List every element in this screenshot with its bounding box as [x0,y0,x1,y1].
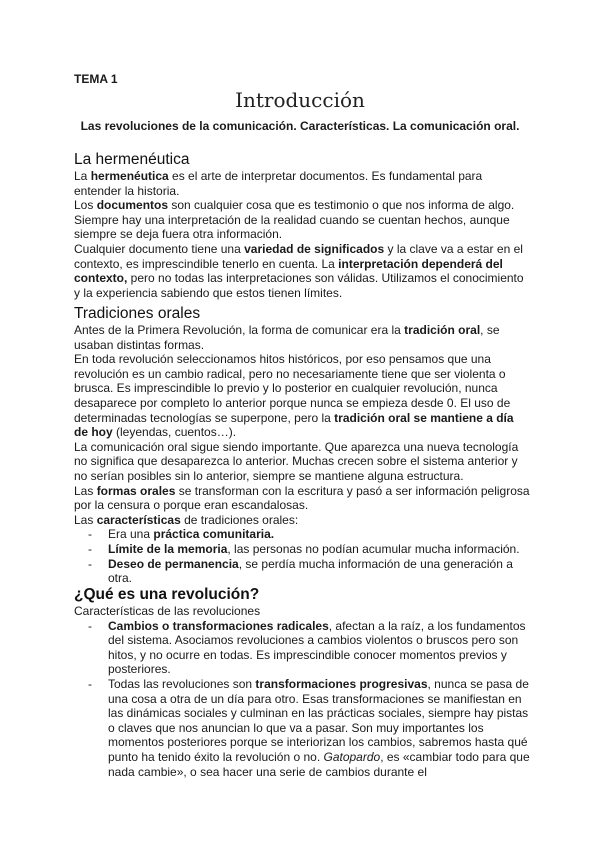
paragraph: Los documentos son cualquier cosa que es testimonio o que nos informa de algo. Siempre hay una interpretación de la realidad cuando se cuentan hechos, aunque siempre se deja fuera otra información. [74,198,515,242]
paragraph: Las características de tradiciones orales: [74,512,299,527]
paragraph: La comunicación oral sigue siendo importante. Que aparezca una nueva tecnología no significa que desaparezca lo anterior. Muchas crecen sobre el sistema anterior y no serían posibles sin lo anterior, siempre se mantiene alguna estructura. [74,439,519,483]
dash-list [74,527,530,585]
page-title: Introducción [235,88,365,112]
dash-list [74,619,530,780]
list-item: - Cambios o transformaciones radicales, afectan a la raíz, a los fundamentos del sistema. Asociamos revoluciones a cambios violentos o bruscos pero son hitos, y no ocurre en todas. Es imprescindible conocer momentos previos y posteriores. [108,619,530,677]
list-item: - Deseo de permanencia, se perdía mucha información de una generación a otra. [108,557,530,586]
list-item: - Todas las revoluciones son transformaciones progresivas, nunca se pasa de una cosa a otra de un día para otro. Esas transformaciones se manifiestan en las dinámicas sociales y culminan en las prácticas sociales, siempre hay pistas o claves que nos anuncian lo que va a pasar. Son muy importantes los momentos posteriores porque se interiorizan los cambios, sabremos hasta qué punto ha tenido éxito la revolución o no. Gatopardo, es «cambiar todo para que nada cambie», o sea hacer una serie de cambios durante el [108,677,530,779]
paragraph: Cualquier documento tiene una variedad de significados y la clave va a estar en el contexto, es imprescindible tenerlo en cuenta. La interpretación dependerá del contexto, pero no todas las interpretaciones son válidas. Utilizamos el conocimiento y la experiencia sabiendo que estos tienen límites. [74,241,524,300]
list-item: - Límite de la memoria, las personas no podían acumular mucha información. [108,542,530,557]
paragraph: La hermenéutica es el arte de interpretar documentos. Es fundamental para entender la historia. [74,169,483,198]
section-heading: Tradiciones orales [74,305,201,322]
page-subtitle: Las revoluciones de la comunicación. Características. La comunicación oral. [80,119,520,133]
section-hermeneutica [74,151,530,300]
paragraph: Características de las revoluciones [74,604,261,618]
paragraph: Antes de la Primera Revolución, la forma de comunicar era la tradición oral, se usaban distintas formas. [74,323,500,352]
section-revolucion [74,586,530,779]
section-heading: ¿Qué es una revolución? [74,586,260,603]
section-tradiciones-orales [74,305,530,586]
topic-label: TEMA 1 [74,72,118,86]
section-heading: La hermenéutica [74,151,190,168]
list-item: - Era una práctica comunitaria. [108,527,530,542]
paragraph: En toda revolución seleccionamos hitos históricos, por eso pensamos que una revolución es un cambio radical, pero no necesariamente tiene que ser violenta o brusca. Es imprescindible lo previo y lo posterior en cualquier revolución, nunca desaparece por completo lo anterior porque nunca se empieza desde 0. El uso de determinadas tecnologías se superpone, pero la tradición oral se mantiene a día de hoy (leyendas, cuentos…). [74,352,514,440]
paragraph: Las formas orales se transforman con la escritura y pasó a ser información peligrosa por la censura o porque eran escandalosas. [74,483,530,513]
